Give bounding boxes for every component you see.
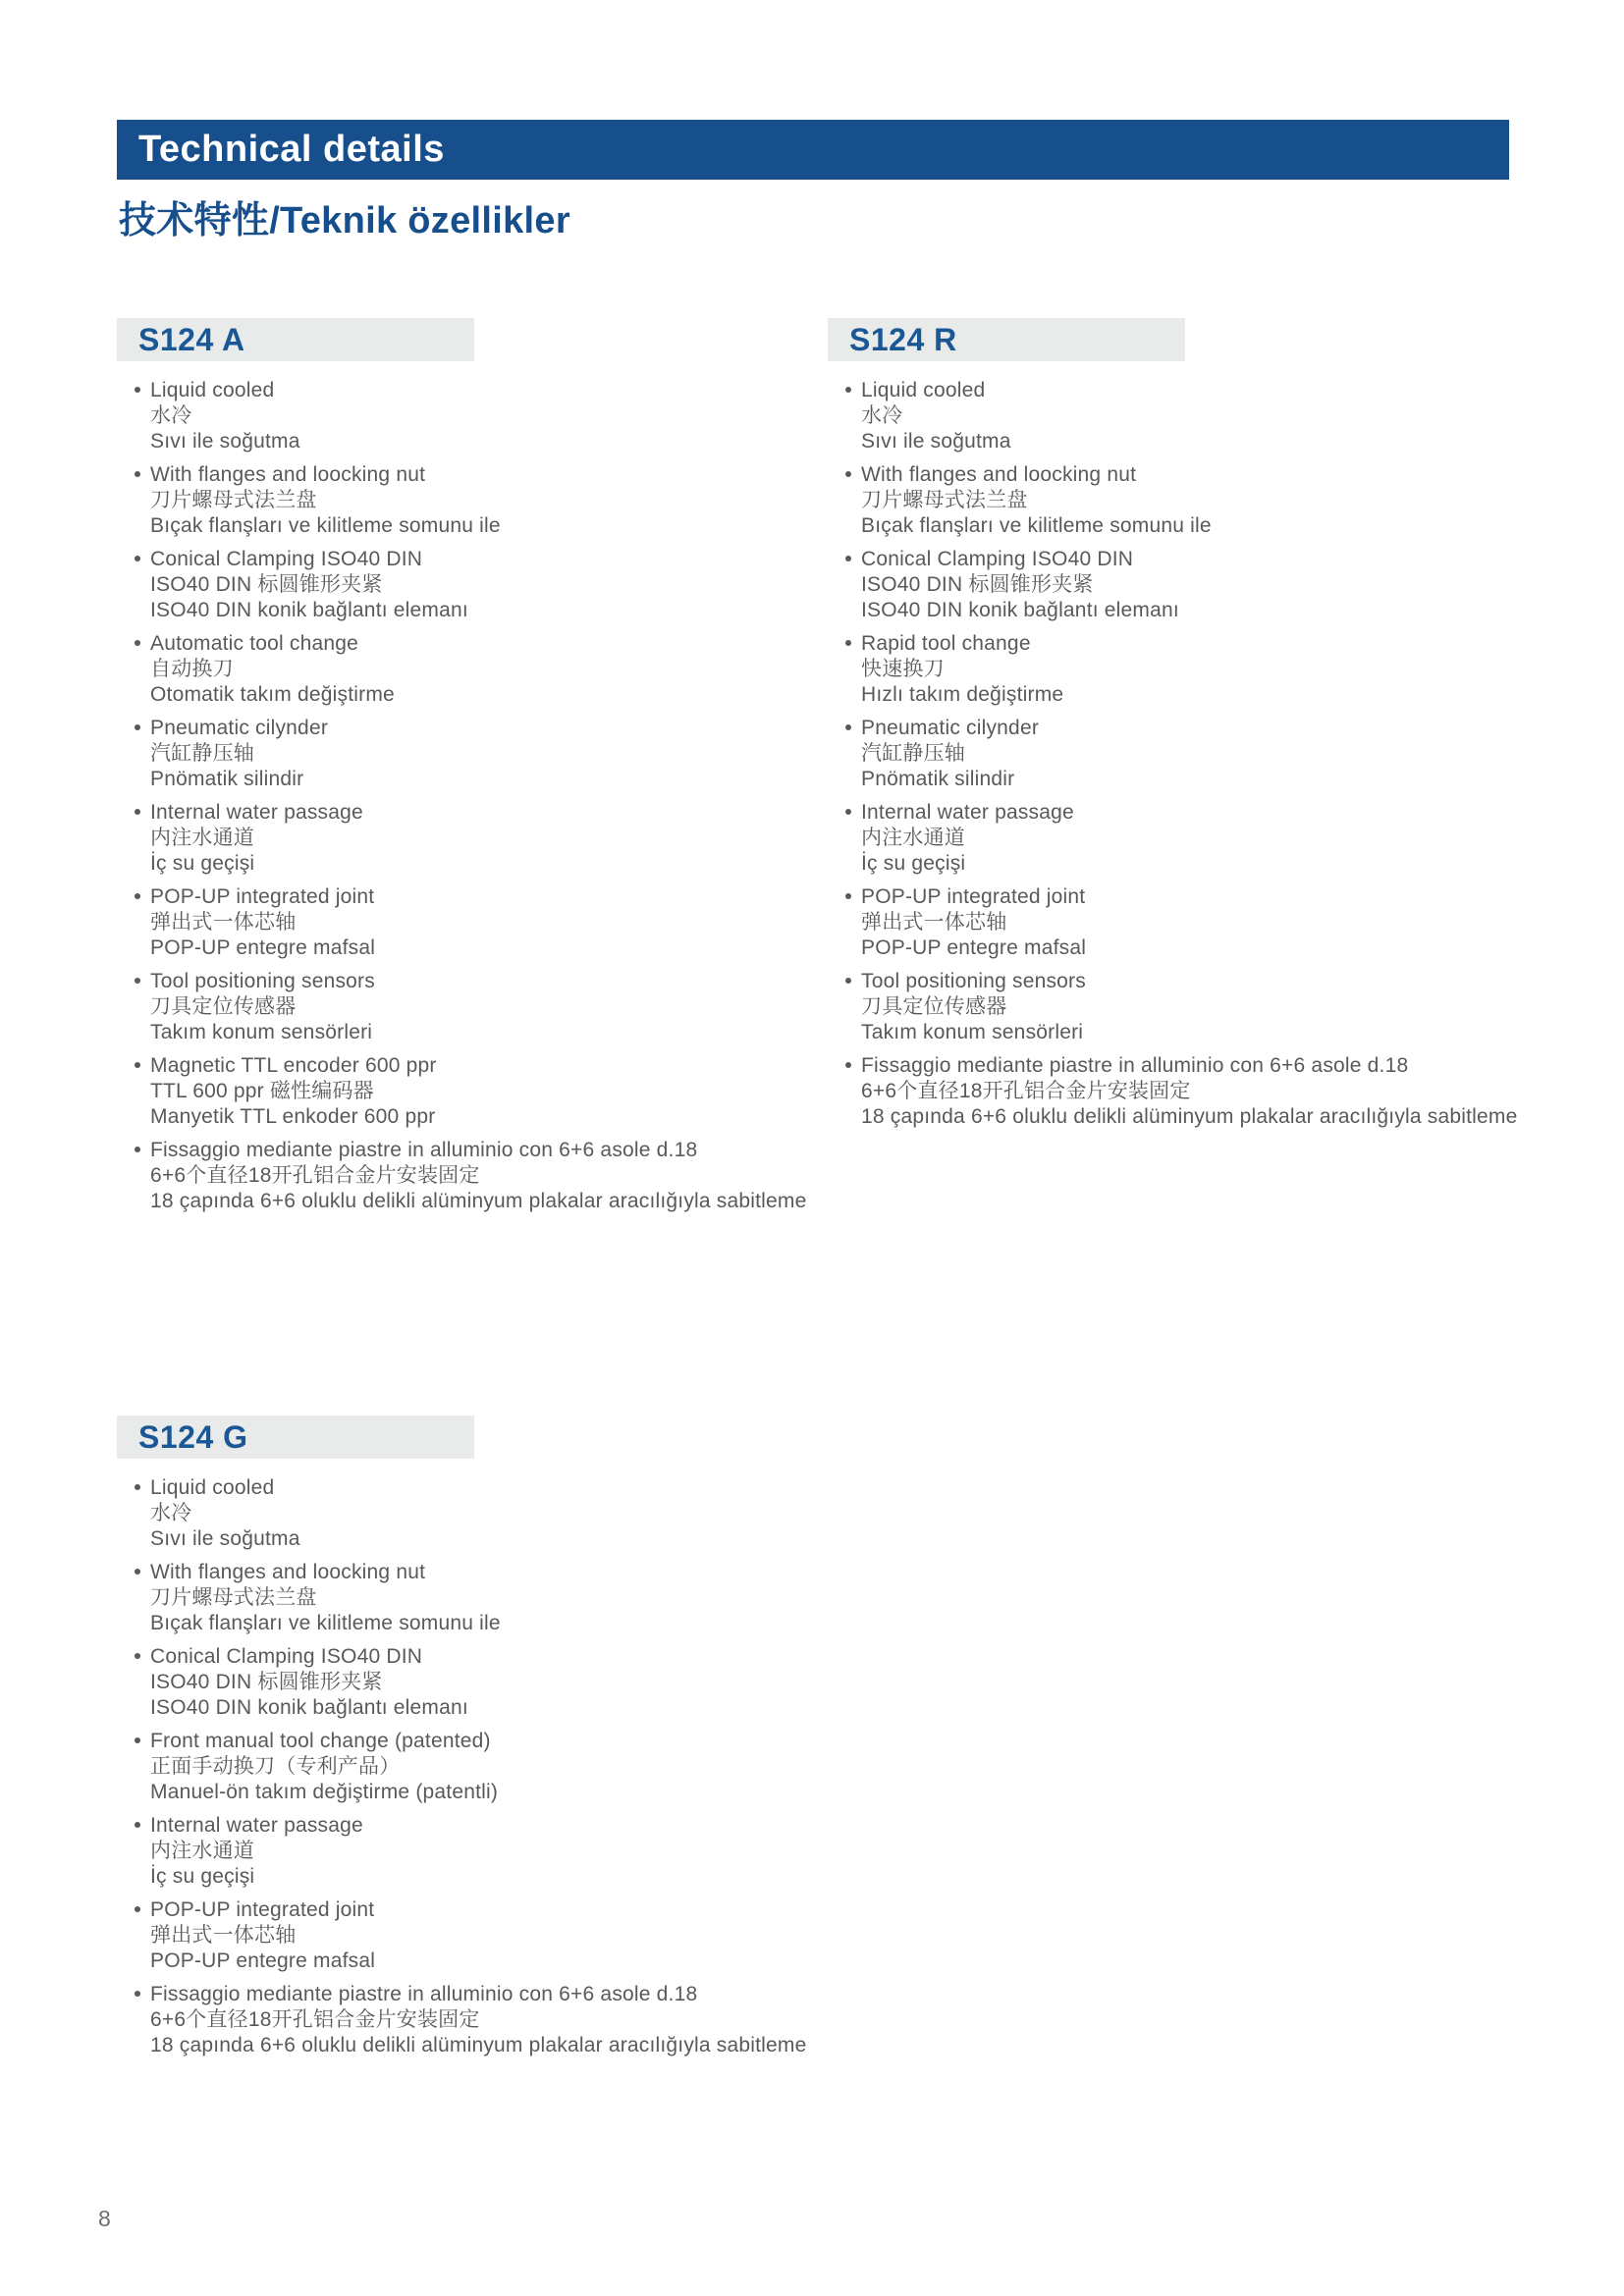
section-s124g [117,1415,819,2066]
feature-list [117,378,819,1214]
list-item [150,631,819,708]
feature-line: Automatic tool change [150,632,358,655]
feature-line: 18 çapında 6+6 oluklu delikli alüminyum plakalar aracılığıyla sabitleme [150,2034,807,2056]
feature-line: Internal water passage [150,1814,363,1837]
section-title: S124 G [138,1418,248,1455]
list-item [861,884,1530,961]
feature-line: Bıçak flanşları ve kilitleme somunu ile [150,514,501,537]
list-item [861,547,1530,623]
feature-line: Tool positioning sensors [861,970,1086,992]
section-title: S124 R [849,321,957,357]
feature-line: Bıçak flanşları ve kilitleme somunu ile [150,1612,501,1634]
list-item [150,884,819,961]
list-item [150,1897,819,1974]
feature-line: POP-UP entegre mafsal [150,936,376,959]
feature-line: ISO40 DIN konik bağlantı elemanı [150,599,468,621]
feature-line: POP-UP entegre mafsal [150,1949,376,1972]
feature-line: Rapid tool change [861,632,1031,655]
feature-line: Conical Clamping ISO40 DIN [150,548,423,570]
feature-line: TTL 600 ppr 磁性编码器 [150,1080,374,1102]
list-item [150,1138,819,1214]
feature-line: Manuel-ön takım değiştirme (patentli) [150,1781,499,1803]
page-title: Technical details [138,129,445,170]
page-subtitle: 技术特性/Teknik özellikler [119,200,570,241]
feature-line: 自动换刀 [150,658,234,680]
feature-line: 弹出式一体芯轴 [150,1924,297,1947]
feature-line: Tool positioning sensors [150,970,375,992]
feature-line: 18 çapında 6+6 oluklu delikli alüminyum plakalar aracılığıyla sabitleme [150,1190,807,1212]
feature-line: İç su geçişi [150,1865,255,1888]
page-number: 8 [98,2206,111,2231]
list-item [861,1053,1530,1130]
feature-line: ISO40 DIN konik bağlantı elemanı [861,599,1179,621]
feature-line: 6+6个直径18开孔铝合金片安装固定 [150,1164,480,1187]
list-item [861,462,1530,539]
feature-line: ISO40 DIN 标圆锥形夹紧 [150,573,383,596]
feature-line: Internal water passage [150,801,363,824]
feature-line: İç su geçişi [861,852,966,875]
feature-line: 18 çapında 6+6 oluklu delikli alüminyum plakalar aracılığıyla sabitleme [861,1105,1518,1128]
feature-line: Otomatik takım değiştirme [150,683,395,706]
section-title: S124 A [138,321,245,357]
feature-line: 刀片螺母式法兰盘 [861,489,1028,511]
feature-line: Takım konum sensörleri [861,1021,1084,1043]
feature-line: Magnetic TTL encoder 600 ppr [150,1054,437,1077]
feature-line: 水冷 [861,404,903,427]
list-item [150,1982,819,2058]
feature-line: 内注水通道 [150,1840,254,1862]
feature-line: 汽缸静压轴 [150,742,254,765]
feature-line: Bıçak flanşları ve kilitleme somunu ile [861,514,1212,537]
feature-line: Pnömatik silindir [150,768,304,790]
list-item [150,716,819,792]
list-item [150,547,819,623]
list-item [150,1813,819,1890]
feature-line: Front manual tool change (patented) [150,1730,491,1752]
feature-line: Fissaggio mediante piastre in alluminio con 6+6 asole d.18 [150,1139,698,1161]
list-item [150,800,819,877]
feature-line: ISO40 DIN konik bağlantı elemanı [150,1696,468,1719]
list-item [150,1644,819,1721]
list-item [861,716,1530,792]
section-header-bar [828,318,1185,361]
feature-line: With flanges and loocking nut [150,1561,426,1583]
feature-line: 刀具定位传感器 [150,995,297,1018]
feature-line: ISO40 DIN 标圆锥形夹紧 [150,1671,383,1693]
feature-line: 快速换刀 [861,658,945,680]
list-item [150,1560,819,1636]
feature-line: 6+6个直径18开孔铝合金片安装固定 [150,2008,480,2031]
feature-line: Sıvı ile soğutma [861,430,1011,453]
feature-line: 刀片螺母式法兰盘 [150,489,317,511]
list-item [150,969,819,1045]
list-item [861,378,1530,454]
list-item [150,1475,819,1552]
feature-line: 刀片螺母式法兰盘 [150,1586,317,1609]
feature-line: Takım konum sensörleri [150,1021,373,1043]
feature-line: Liquid cooled [150,379,275,401]
list-item [861,800,1530,877]
feature-line: 汽缸静压轴 [861,742,965,765]
feature-line: Sıvı ile soğutma [150,430,300,453]
feature-line: Sıvı ile soğutma [150,1527,300,1550]
feature-line: ISO40 DIN 标圆锥形夹紧 [861,573,1094,596]
feature-line: Pneumatic cilynder [861,717,1040,739]
feature-line: POP-UP integrated joint [150,885,375,908]
feature-line: 弹出式一体芯轴 [861,911,1007,934]
feature-line: 内注水通道 [150,827,254,849]
feature-line: 水冷 [150,404,192,427]
page-header-bar [117,120,1509,180]
feature-line: 弹出式一体芯轴 [150,911,297,934]
feature-line: Pnömatik silindir [861,768,1015,790]
feature-line: With flanges and loocking nut [150,463,426,486]
section-header-bar [117,1415,474,1459]
list-item [150,1729,819,1805]
feature-line: Liquid cooled [861,379,986,401]
feature-line: Conical Clamping ISO40 DIN [150,1645,423,1668]
list-item [150,378,819,454]
list-item [150,1053,819,1130]
section-s124r [828,318,1530,1138]
feature-line: 刀具定位传感器 [861,995,1007,1018]
feature-line: Hızlı takım değiştirme [861,683,1064,706]
feature-line: Fissaggio mediante piastre in alluminio con 6+6 asole d.18 [150,1983,698,2005]
feature-line: Pneumatic cilynder [150,717,329,739]
feature-line: 水冷 [150,1502,192,1524]
feature-line: Manyetik TTL enkoder 600 ppr [150,1105,436,1128]
feature-line: POP-UP entegre mafsal [861,936,1087,959]
feature-line: 内注水通道 [861,827,965,849]
feature-line: POP-UP integrated joint [150,1898,375,1921]
section-header-bar [117,318,474,361]
list-item [861,969,1530,1045]
feature-list [117,1475,819,2058]
feature-line: Conical Clamping ISO40 DIN [861,548,1134,570]
feature-list [828,378,1530,1130]
list-item [150,462,819,539]
section-s124a [117,318,819,1222]
feature-line: POP-UP integrated joint [861,885,1086,908]
feature-line: İç su geçişi [150,852,255,875]
feature-line: 正面手动换刀（专利产品） [150,1755,401,1778]
feature-line: With flanges and loocking nut [861,463,1137,486]
feature-line: Liquid cooled [150,1476,275,1499]
list-item [861,631,1530,708]
feature-line: Fissaggio mediante piastre in alluminio con 6+6 asole d.18 [861,1054,1409,1077]
feature-line: 6+6个直径18开孔铝合金片安装固定 [861,1080,1191,1102]
feature-line: Internal water passage [861,801,1074,824]
